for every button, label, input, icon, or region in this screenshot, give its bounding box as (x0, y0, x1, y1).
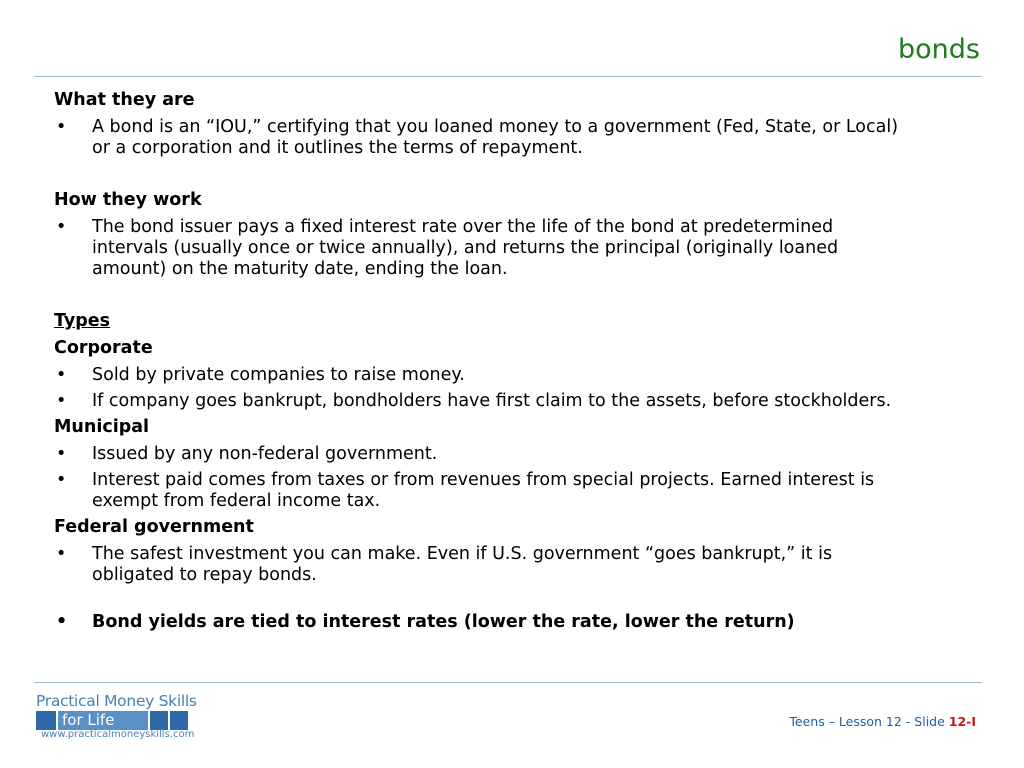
bullet-icon: • (56, 612, 68, 632)
bottom-divider (34, 682, 982, 683)
list-item (54, 217, 914, 280)
municipal-bullet-text: Issued by any non-federal government. (92, 444, 438, 464)
how-bullet-text: The bond issuer pays a fixed interest rate over the life of the bond at predetermined intervals (usually once or twice annually), and returns the principal (originally loaned amount) on the maturity date, ending the loan. (92, 217, 839, 279)
types-heading: Types (54, 311, 111, 331)
bullet-icon: • (56, 117, 67, 137)
corporate-heading: Corporate (54, 338, 153, 358)
list-item (54, 470, 914, 512)
bullet-icon: • (56, 444, 67, 464)
logo-url: www.practicalmoneyskills.com (41, 729, 195, 740)
logo-square-icon (170, 711, 188, 730)
bullet-icon: • (56, 217, 67, 237)
municipal-heading: Municipal (54, 417, 150, 437)
bullet-icon: • (56, 470, 67, 490)
bullet-icon: • (56, 365, 67, 385)
what-heading: What they are (54, 90, 195, 110)
how-heading: How they work (54, 190, 202, 210)
corporate-bullet-text: If company goes bankrupt, bondholders have first claim to the assets, before stockholders. (92, 391, 892, 411)
slide-footer-label (789, 714, 976, 729)
list-item (54, 365, 914, 386)
logo-square-icon (150, 711, 168, 730)
final-bullet-text: Bond yields are tied to interest rates (lower the rate, lower the return) (92, 612, 795, 632)
logo-line1: Practical Money Skills (36, 692, 197, 710)
list-item (54, 544, 914, 586)
bullet-icon: • (56, 391, 67, 411)
list-item (54, 612, 914, 633)
slide-number: 12-I (948, 714, 976, 729)
logo-square-icon (36, 711, 56, 730)
top-divider (34, 76, 982, 77)
corporate-bullet-text: Sold by private companies to raise money. (92, 365, 465, 385)
list-item (54, 444, 914, 465)
list-item (54, 391, 914, 412)
bullet-icon: • (56, 544, 67, 564)
what-bullet-text: A bond is an “IOU,” certifying that you loaned money to a government (Fed, State, or Local) or a corporation and it outlines the terms of repayment. (92, 117, 899, 158)
slide-label-text: Teens – Lesson 12 - Slide (789, 714, 949, 729)
logo-line2: for Life (58, 711, 148, 730)
slide-body (54, 90, 914, 638)
federal-bullet-text: The safest investment you can make. Even if U.S. government “goes bankrupt,” it is obligated to repay bonds. (92, 544, 833, 585)
practical-money-skills-logo (36, 692, 226, 742)
federal-heading: Federal government (54, 517, 254, 537)
list-item (54, 117, 914, 159)
slide-title: bonds (898, 34, 980, 65)
municipal-bullet-text: Interest paid comes from taxes or from revenues from special projects. Earned interest is exempt from federal income tax. (92, 470, 875, 511)
